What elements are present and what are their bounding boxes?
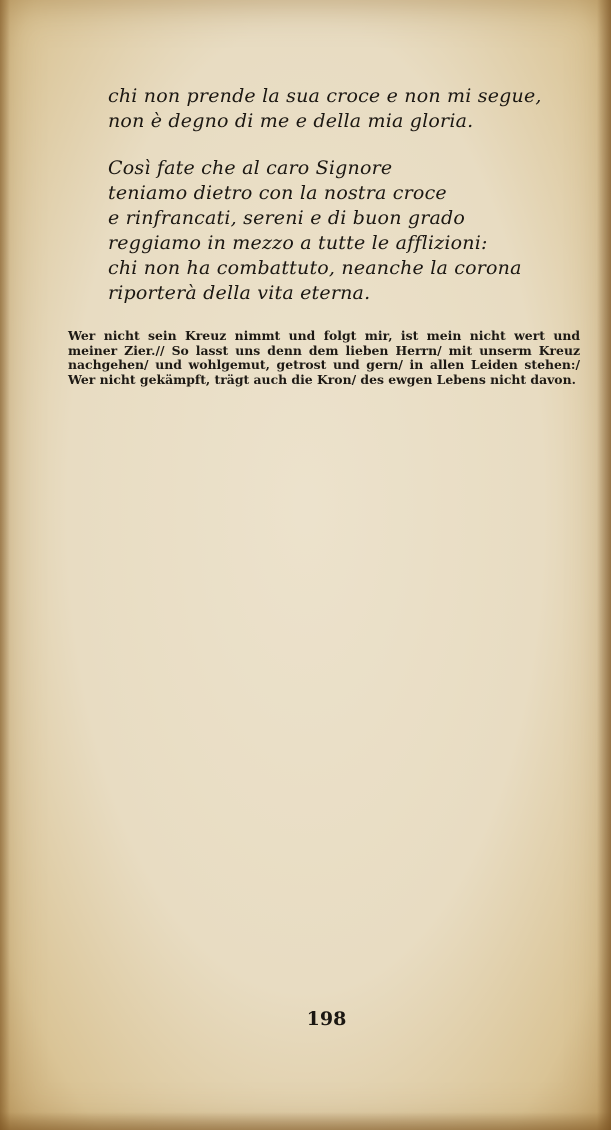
- page-edge-bottom: [0, 1112, 611, 1130]
- poem-stanza-2: [108, 156, 548, 306]
- poem-line: teniamo dietro con la nostra croce: [108, 182, 447, 204]
- italian-poem: [108, 84, 548, 328]
- german-original-footnote: Wer nicht sein Kreuz nimmt und folgt mir, ist mein nicht wert und meiner Zier.// So lasst uns denn dem lieben Herrn/ mit unserm Kreuz nachgehen/ und wohlgemut, getrost und gern/ in allen Leiden stehen:/ Wer nicht gekämpft, trägt auch die Kron/ des ewgen Lebens nicht davon.: [68, 328, 580, 387]
- poem-line: e rinfrancati, sereni e di buon grado: [108, 207, 466, 229]
- poem-stanza-1: [108, 84, 548, 134]
- poem-line: chi non ha combattuto, neanche la corona: [108, 257, 522, 279]
- page-edge-left: [0, 0, 10, 1130]
- poem-line: chi non prende la sua croce e non mi segue,: [108, 85, 542, 107]
- page-edge-right: [597, 0, 611, 1130]
- poem-line: non è degno di me e della mia gloria.: [108, 110, 474, 132]
- poem-line: Così fate che al caro Signore: [108, 157, 393, 179]
- poem-line: riporterà della vita eterna.: [108, 282, 371, 304]
- page-number: 198: [306, 1008, 347, 1030]
- poem-line: reggiamo in mezzo a tutte le afflizioni:: [108, 232, 488, 254]
